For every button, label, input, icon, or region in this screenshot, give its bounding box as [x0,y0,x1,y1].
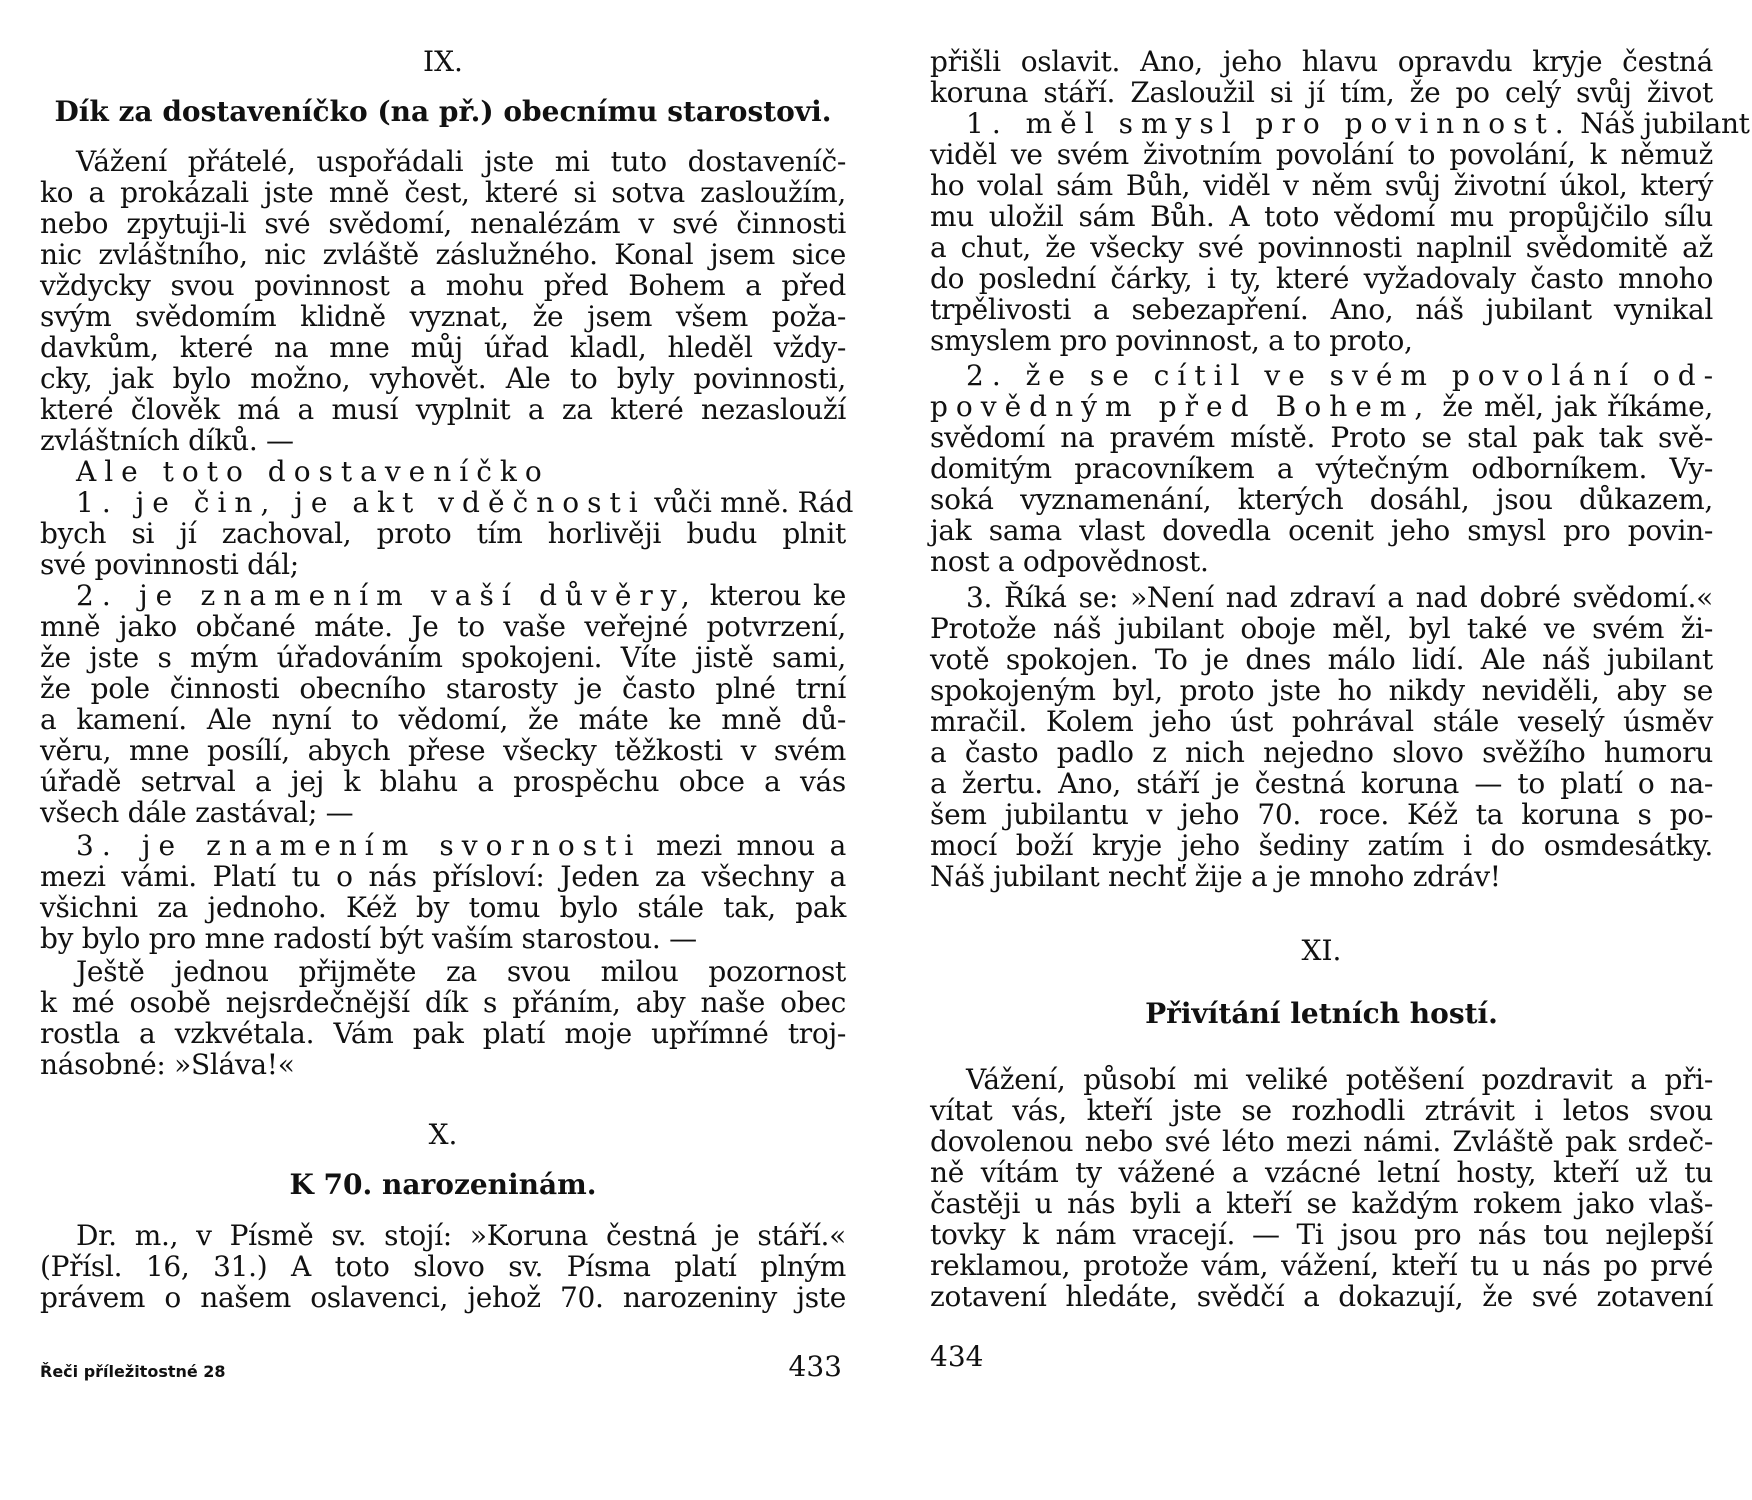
text-line: násobné: »Sláva!« [40,1048,295,1081]
text-line: tovky k nám vracejí. — Ti jsou pro nás tou nejlepší [930,1218,1713,1251]
text-line: úřadě setrval a jej k blahu a prospěchu obce a vás [40,765,846,798]
text-line: mezi vámi. Platí tu o nás přísloví: Jeden za všechny a [40,860,846,893]
section-title-ix: Dík za dostaveníčko (na př.) obecnímu starostovi. [54,95,832,128]
text-line: a žertu. Ano, stáří je čestná koruna — to platí o na- [930,767,1713,800]
section-heading-x: X. [428,1118,458,1151]
text-fragment: mezi mnou a [656,829,847,862]
spaced-emphasis: 2. je znamením vaší důvěry, [76,579,698,612]
spaced-emphasis: 2. že se cítil ve svém povolání od- [966,359,1722,392]
text-line: ho volal sám Bůh, viděl v něm svůj životní úkol, který [930,169,1713,202]
text-line: spokojeným byl, proto jste ho nikdy neviděli, aby se [930,674,1713,707]
text-line: viděl ve svém životním povolání to povolání, k němuž [930,138,1713,171]
text-line: Ještě jednou přijměte za svou milou pozornost [76,955,846,988]
text-line: Vážení přátelé, uspořádali jste mi tuto dostaveníč- [76,145,846,178]
text-line: ko a prokázali jste mně čest, které si sotva zasloužím, [40,176,846,209]
text-fragment: vůči mně. Rád [654,486,854,519]
section-heading-xi: XI. [1301,934,1342,967]
text-line: rostla a vzkvétala. Vám pak platí moje upřímné troj- [40,1017,846,1050]
right-page [930,0,1750,1500]
text-line: mu uložil sám Bůh. A toto vědomí mu propůjčilo sílu [930,200,1713,233]
text-line: zvláštních díků. — [40,424,294,457]
text-line: (Přísl. 16, 31.) A toto slovo sv. Písma platí plným [40,1250,846,1283]
text-line: do poslední čárky, i ty, které vyžadovaly často mnoho [930,262,1713,295]
text-line: bych si jí zachoval, proto tím horlivěji budu plnit [40,517,846,550]
text-line: šem jubilantu v jeho 70. roce. Kéž ta koruna s po- [930,798,1713,831]
text-line: reklamou, protože vám, vážení, kteří tu u nás po prvé [930,1249,1713,1282]
text-line: mračil. Kolem jeho úst pohrával stále veselý úsměv [930,705,1713,738]
spaced-emphasis: 1. měl smysl pro povinnost. [966,107,1572,140]
text-line: že jste s mým úřadováním spokojeni. Víte jistě sami, [40,641,846,674]
text-line: právem o našem oslavenci, jehož 70. narozeniny jste [40,1281,846,1314]
text-line: cky, jak bylo možno, vyhovět. Ale to byly povinnosti, [40,362,846,395]
text-line: Náš jubilant nechť žije a je mnoho zdráv! [930,860,1501,893]
spaced-emphasis: Ale toto dostaveníčko [76,455,550,488]
text-line: jak sama vlast dovedla ocenit jeho smysl pro povin- [930,514,1713,547]
page-number: 433 [788,1350,842,1383]
footer-signature: Řeči příležitostné 28 [40,1362,226,1381]
text-line: smyslem pro povinnost, a to proto, [930,324,1413,357]
text-line: nebo zpytuji-li své svědomí, nenalézám v své činnosti [40,207,846,240]
text-line: ně vítám ty vážené a vzácné letní hosty, kteří už tu [930,1156,1713,1189]
text-fragment: Náš jubilant [1580,107,1750,140]
text-line: davkům, které na mne můj úřad kladl, hleděl vždy- [40,331,846,364]
text-line: votě spokojen. To je dnes málo lidí. Ale náš jubilant [930,643,1713,676]
section-heading-ix: IX. [423,45,463,78]
text-line: mocí boží kryje jeho šediny zatím i do osmdesátky. [930,829,1713,862]
text-fragment: že měl, jak říkáme, [1442,390,1713,423]
text-line: dovolenou nebo své léto mezi námi. Zvláště pak srdeč- [930,1125,1713,1158]
text-line: a kamení. Ale nyní to vědomí, že máte ke mně dů- [40,703,846,736]
text-line: nic zvláštního, nic zvláště záslužného. Konal jsem sice [40,238,846,271]
text-line: Dr. m., v Písmě sv. stojí: »Koruna čestná je stáří.« [76,1219,846,1252]
text-line: své povinnosti dál; [40,548,299,581]
text-line: a chut, že všecky své povinnosti naplnil svědomitě až [930,231,1713,264]
text-line: které člověk má a musí vyplnit a za které nezaslouží [40,393,846,426]
section-title-xi: Přivítání letních hostí. [1145,997,1498,1030]
text-line: Protože náš jubilant oboje měl, byl také ve svém ži- [930,612,1713,645]
spaced-emphasis: 1. je čin, je akt vděčnosti [76,486,646,519]
text-line: vždycky svou povinnost a mohu před Bohem a před [40,269,846,302]
text-line: nost a odpovědnost. [930,545,1209,578]
text-line: k mé osobě nejsrdečnější dík s přáním, aby naše obec [40,986,846,1019]
spaced-emphasis: 3. je znamením svornosti [76,829,642,862]
text-line: svým svědomím klidně vyznat, že jsem všem poža- [40,300,846,333]
text-line: vítat vás, kteří jste se rozhodli ztrávit i letos svou [930,1094,1713,1127]
text-line: domitým pracovníkem a výtečným odborníkem. Vy- [930,452,1713,485]
text-line: zotavení hledáte, svědčí a dokazují, že své zotavení [930,1280,1713,1313]
text-fragment: kterou ke [709,579,846,612]
text-line: mně jako občané máte. Je to vaše veřejné potvrzení, [40,610,846,643]
text-line: soká vyznamenání, kterých dosáhl, jsou důkazem, [930,483,1713,516]
text-line: přišli oslavit. Ano, jeho hlavu opravdu kryje čestná [930,45,1713,78]
text-line: koruna stáří. Zasloužil si jí tím, že po celý svůj život [930,76,1713,109]
section-title-x: K 70. narozeninám. [289,1168,597,1201]
numbered-point-3: 3. Říká se: »Není nad zdraví a nad dobré svědomí.« [966,581,1713,614]
text-line: svědomí na pravém místě. Proto se stal pak tak svě- [930,421,1713,454]
text-line: a často padlo z nich nejedno slovo svěžího humoru [930,736,1713,769]
text-line: všichni za jednoho. Kéž by tomu bylo stále tak, pak [40,891,846,924]
text-line: věru, mne posílí, abych přese všecky těžkosti v svém [40,734,846,767]
text-line: častěji u nás byli a kteří se každým rokem jako vlaš- [930,1187,1713,1220]
page-number: 434 [930,1340,984,1373]
text-line: že pole činnosti obecního starosty je často plné trní [40,672,846,705]
text-line: trpělivosti a sebezapření. Ano, náš jubilant vynikal [930,293,1713,326]
spaced-emphasis: povědným před Bohem, [930,390,1432,423]
text-line: Vážení, působí mi veliké potěšení pozdravit a při- [966,1063,1713,1096]
text-line: by bylo pro mne radostí být vaším starostou. — [40,922,697,955]
text-line: všech dále zastával; — [40,796,354,829]
left-page [40,0,854,1500]
